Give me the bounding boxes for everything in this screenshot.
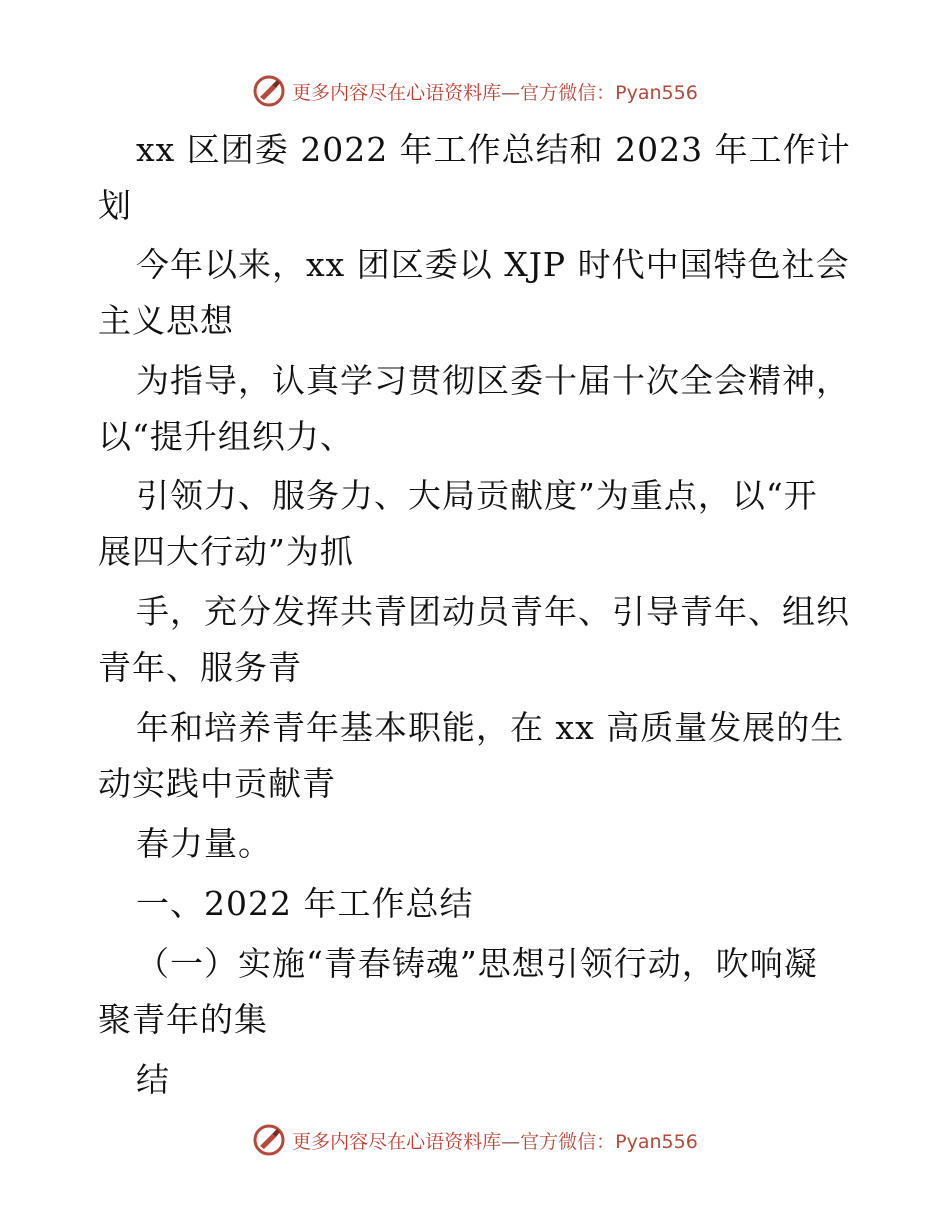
paragraph-line: 展四大行动”为抓	[98, 532, 354, 571]
doc-title-line-2: 划	[98, 186, 132, 225]
brand-logo-icon	[252, 1123, 286, 1157]
doc-title-line-1: xx 区团委 2022 年工作总结和 2023 年工作计	[136, 130, 851, 169]
paragraph-line: 动实践中贡献青	[98, 764, 336, 803]
paragraph-line: 为指导，认真学习贯彻区委十届十次全会精神，	[136, 361, 850, 400]
watermark-separator: —	[501, 81, 521, 104]
watermark-separator: —	[501, 1130, 521, 1153]
subsection-heading: 聚青年的集	[98, 1000, 268, 1039]
paragraph-line: 青年、服务青	[98, 648, 302, 687]
paragraph-line: 引领力、服务力、大局贡献度”为重点，以“开	[136, 476, 818, 515]
paragraph-line: 以“提升组织力、	[98, 417, 354, 456]
subsection-heading: （一）实施“青春铸魂”思想引领行动，吹响凝	[136, 944, 818, 983]
paragraph-line: 手，充分发挥共青团动员青年、引导青年、组织	[136, 592, 850, 631]
watermark-contact: 官方微信：Pyan556	[520, 81, 698, 104]
watermark-header	[0, 71, 950, 111]
subsection-heading: 结	[136, 1060, 170, 1099]
watermark-brand: 更多内容尽在心语资料库	[292, 1130, 502, 1153]
watermark-text	[292, 78, 698, 105]
watermark-text	[292, 1127, 698, 1154]
section-heading: 一、2022 年工作总结	[136, 884, 474, 923]
paragraph-line: 今年以来，xx 团区委以 XJP 时代中国特色社会	[136, 245, 850, 284]
watermark-brand: 更多内容尽在心语资料库	[292, 81, 502, 104]
paragraph-line: 年和培养青年基本职能，在 xx 高质量发展的生	[136, 708, 845, 747]
paragraph-line: 主义思想	[98, 301, 234, 340]
brand-logo-icon	[252, 74, 286, 108]
watermark-contact: 官方微信：Pyan556	[520, 1130, 698, 1153]
paragraph-line: 春力量。	[136, 824, 272, 863]
watermark-footer	[0, 1120, 950, 1160]
